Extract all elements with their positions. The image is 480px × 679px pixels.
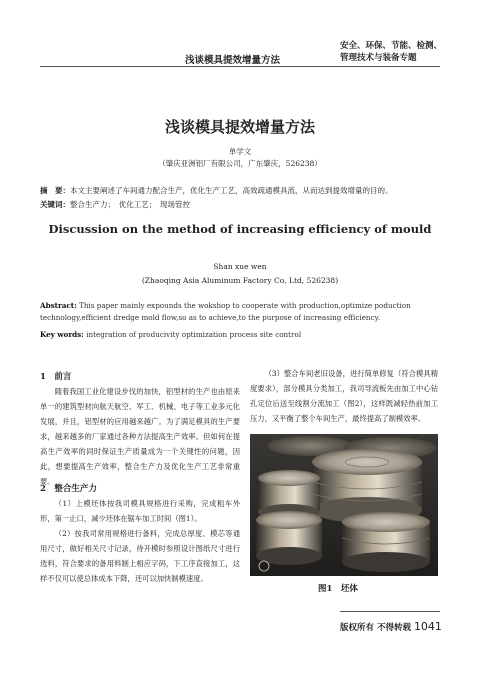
section-2-heading: 2 整合生产力 <box>40 484 97 494</box>
footer-rule <box>340 611 440 612</box>
abstract-en-text: This paper mainly expounds the wokshop to cooperate with production,optimize poduction technology,efficient dredge mold flow,so as to achieve,to the purpose of increasing efficiency. <box>40 301 411 322</box>
page-number: 1041 <box>413 620 442 633</box>
section-1-heading: 1 前言 <box>40 372 72 382</box>
keywords-cn-label: 关键词： <box>40 200 70 209</box>
abstract-en-label: Abstract: <box>40 301 77 310</box>
copyright-notice: 版权所有 不得转载 <box>340 623 411 633</box>
abstract-cn-label: 摘 要： <box>40 186 70 195</box>
billets-photo <box>250 434 438 576</box>
section-1-paragraph: 随着我国工业化建设步伐的加快，铝型材的生产也由原来单一的建筑型材向航天航空、军工、机械、电子等工业多元化发展，并且，铝型材的应用越来越广。为了满足模具的生产要求，越来越多的厂家通过各种方法提高生产效率。但如何在提高生产效率的同时保证生产质量成为一个关键性的问题，因此，想要提高生产效率，整合生产力及优化生产工艺非常重要。 <box>40 387 240 486</box>
keywords-en <box>40 330 440 339</box>
affiliation-cn: （肇庆亚洲铝厂有限公司，广东肇庆，526238） <box>158 159 322 168</box>
section-2-paragraph-1: （1）上模坯体按我司模具规格进行采购，完成粗车外形，第一止口，减少坯体在锯车加工时间（图1）。 <box>40 499 240 523</box>
article-title-cn: 浅谈模具提效增量方法 <box>164 118 315 136</box>
header-rule <box>40 66 440 67</box>
keywords-en-label: Key words: <box>40 330 84 339</box>
article-title-en: Discussion on the method of increasing efficiency of mould <box>48 222 432 236</box>
column-title <box>340 40 442 64</box>
keywords-cn-text: 整合生产力； 优化工艺； 现场管控 <box>70 200 190 209</box>
right-column-paragraph: （3）整合车间老旧设备，进行简单修复（符合模具精度要求），部分模具分类加工，我司导流板先由加工中心钻孔定位后送至线割分流加工（图2），这样既减轻热前加工压力，又平衡了整个车间生产，最终提高了制模效率。 <box>250 369 438 423</box>
author-en: Shan xue wen <box>213 262 267 271</box>
figure-1-caption: 图1 坯体 <box>318 584 358 594</box>
section-2-body <box>40 496 240 586</box>
abstract-en <box>40 300 440 324</box>
column-title-line2: 管理技术与装备专题 <box>340 53 417 63</box>
affiliation-en: (Zhaoqing Asia Aluminum Factory Co, Ltd, 526238) <box>141 276 339 285</box>
keywords-cn <box>40 198 440 212</box>
column-title-line1: 安全、环保、节能、检测、 <box>340 41 443 51</box>
abstract-cn-text: 本文主要阐述了车间通力配合生产，优化生产工艺，高效疏通模具流，从而达到提效增量的目的。 <box>70 186 393 195</box>
running-title: 浅谈模具提效增量方法 <box>185 55 281 66</box>
figure-1-photo <box>250 434 438 576</box>
keywords-en-text: integration of producivity optimization process site control <box>86 330 302 339</box>
abstract-cn <box>40 184 440 198</box>
author-cn: 单学文 <box>228 147 252 156</box>
section-2-paragraph-2: （2）按我司常用规格进行备料，完成总厚度、模芯等通用尺寸，做好相关尺寸记录，待开模时参照设计图纸尺寸进行选料，符合要求的备用料制上相应字码，下工序直接加工，这样不仅可以使总体成本下降，还可以加快制模速度。 <box>40 529 240 583</box>
abstract-cn-block <box>40 184 440 212</box>
footer <box>340 620 442 633</box>
